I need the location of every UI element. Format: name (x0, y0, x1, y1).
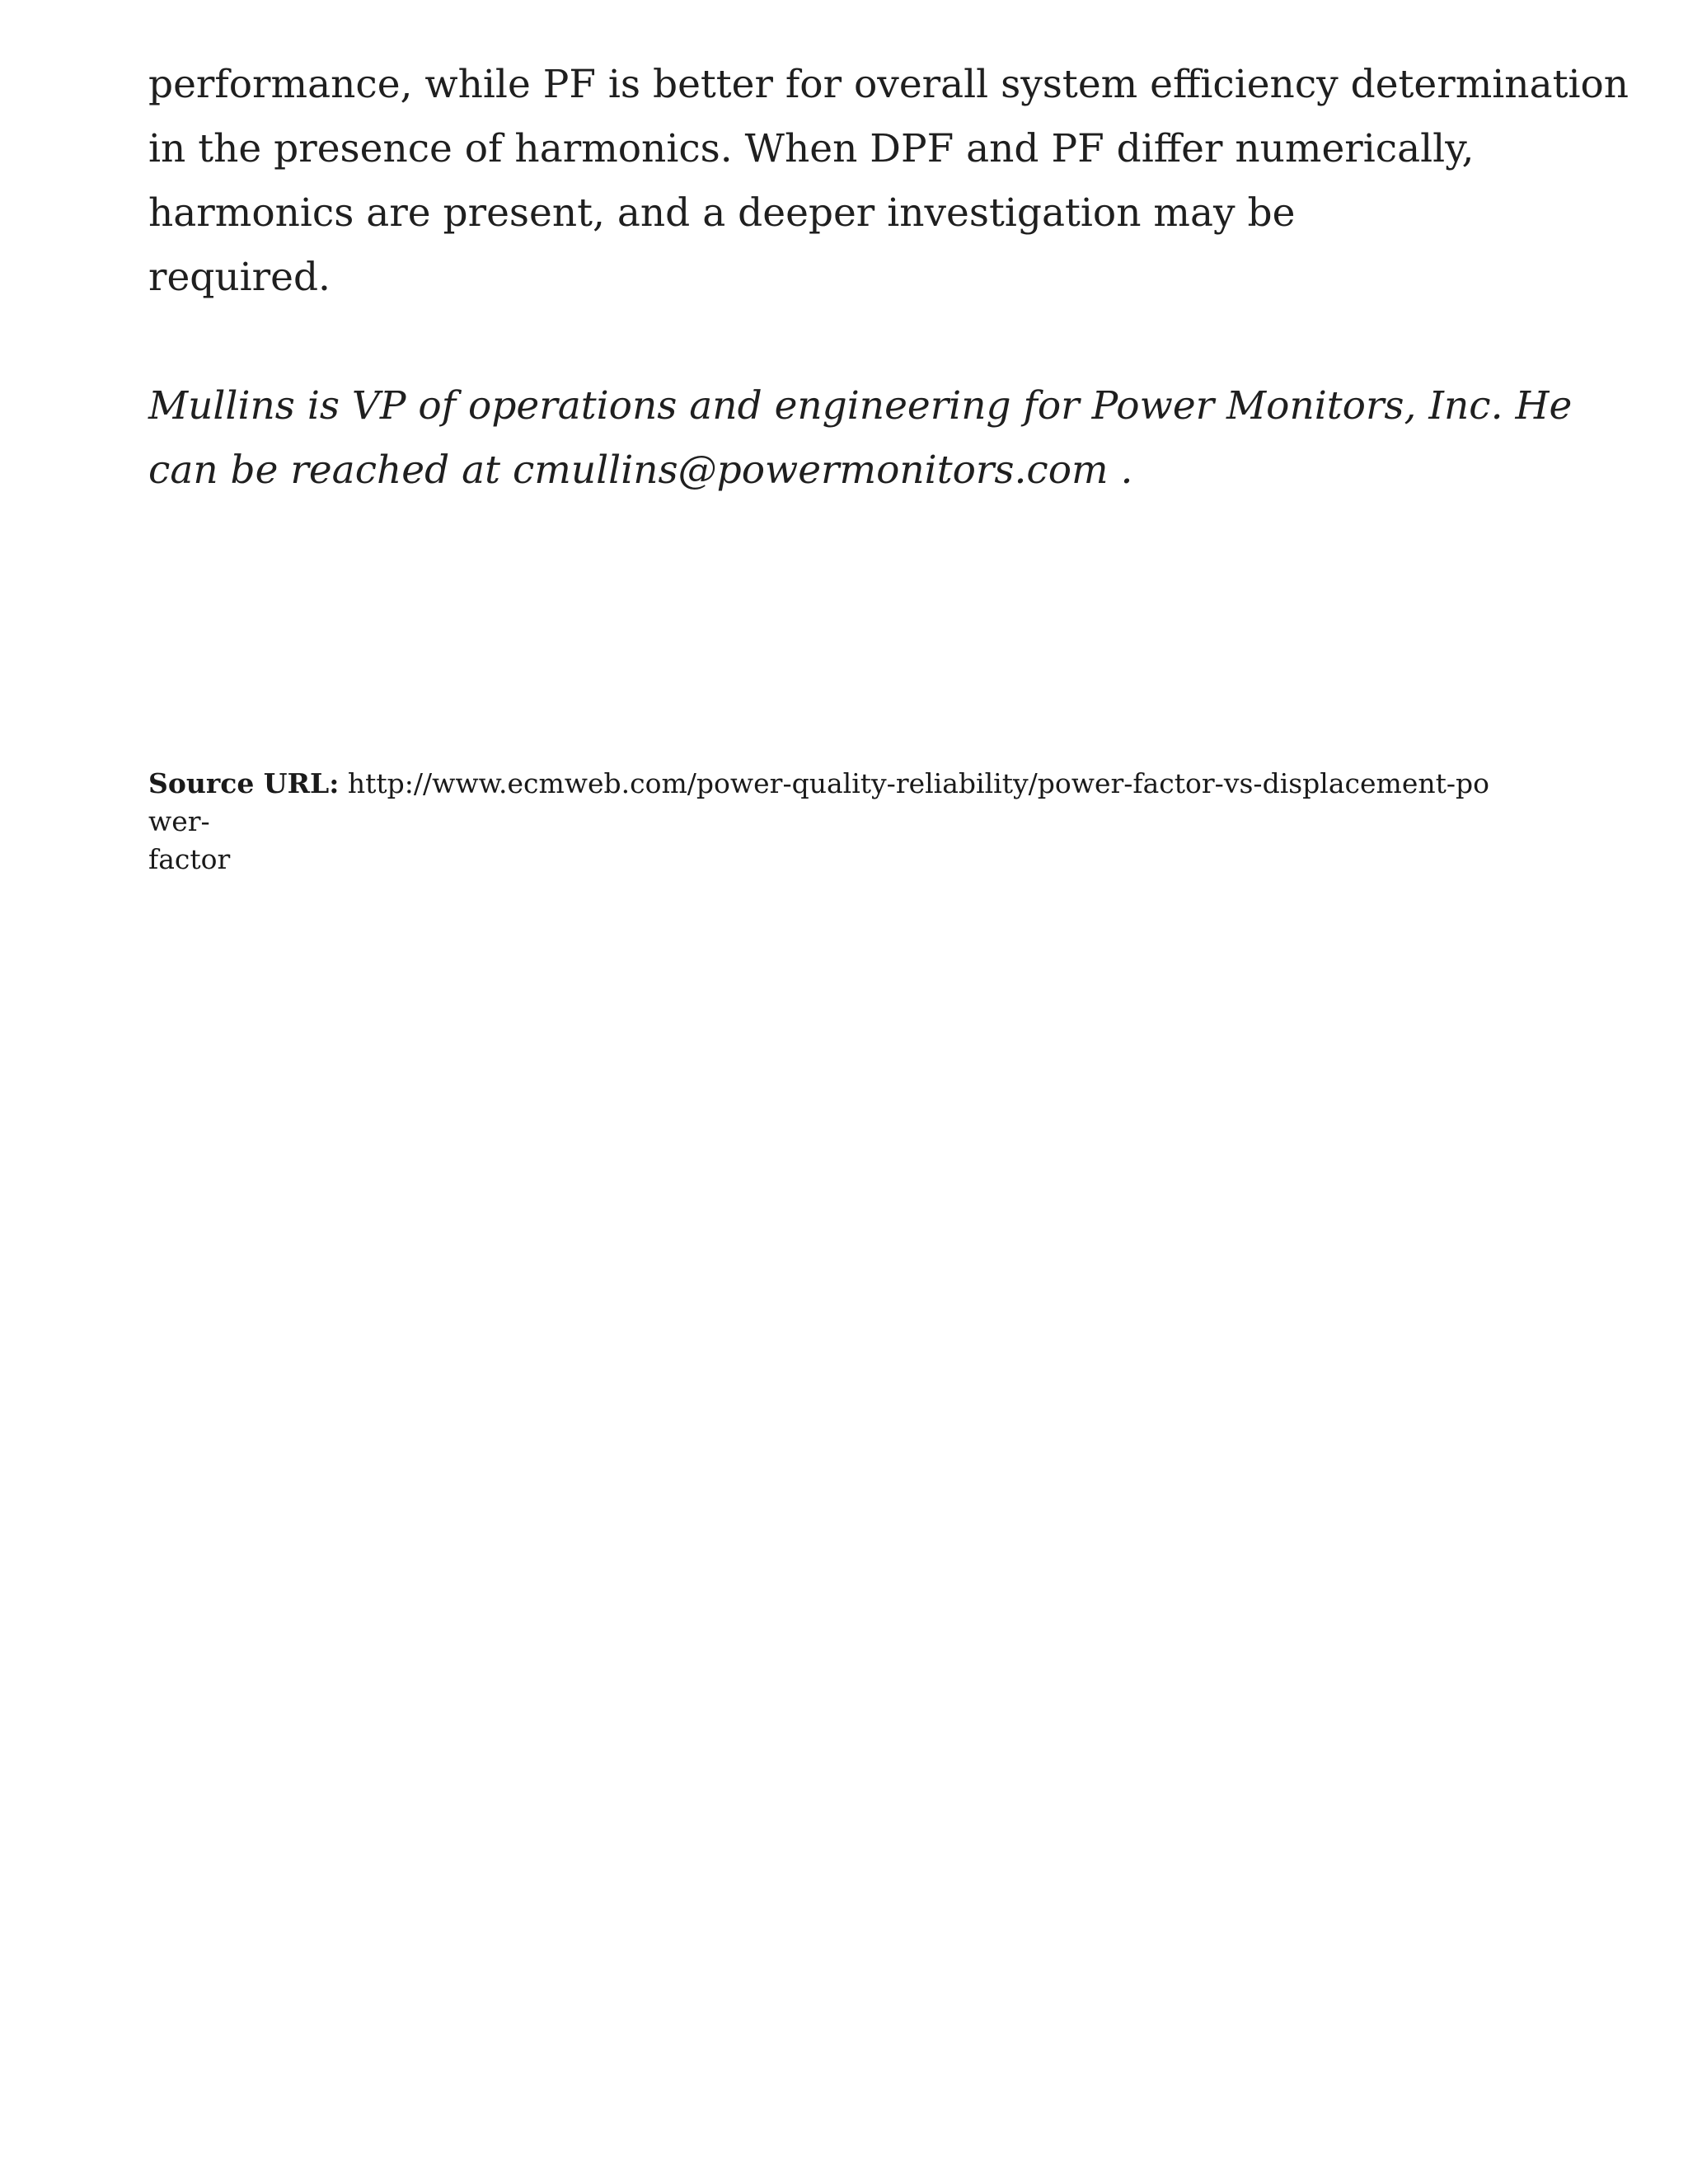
author-bio-line: Mullins is VP of operations and engineering for Power Monitors, Inc. He (148, 383, 1573, 429)
author-email-link[interactable]: cmullins@powermonitors.com (512, 448, 1109, 493)
source-url-line: http://www.ecmweb.com/power-quality-reliability/power-factor-vs-displacement-power- (148, 767, 1490, 837)
author-bio-contact-prefix: can be reached at (148, 448, 513, 493)
body-line: in the presence of harmonics. When DPF and PF differ numerically, (148, 126, 1475, 171)
source-url-line: factor (148, 843, 231, 875)
author-bio-contact-suffix: . (1108, 448, 1133, 493)
body-line: required. (148, 255, 331, 300)
body-paragraph (148, 53, 1629, 310)
body-line: performance, while PF is better for overall system efficiency determination (148, 62, 1629, 107)
source-url-block (148, 765, 1500, 879)
source-url-label: Source URL: (148, 767, 340, 799)
source-url-link[interactable] (148, 767, 1489, 875)
body-line: harmonics are present, and a deeper investigation may be (148, 190, 1296, 236)
author-bio (148, 374, 1573, 503)
author-bio-contact-line (148, 438, 1566, 503)
article-content (148, 53, 1629, 503)
